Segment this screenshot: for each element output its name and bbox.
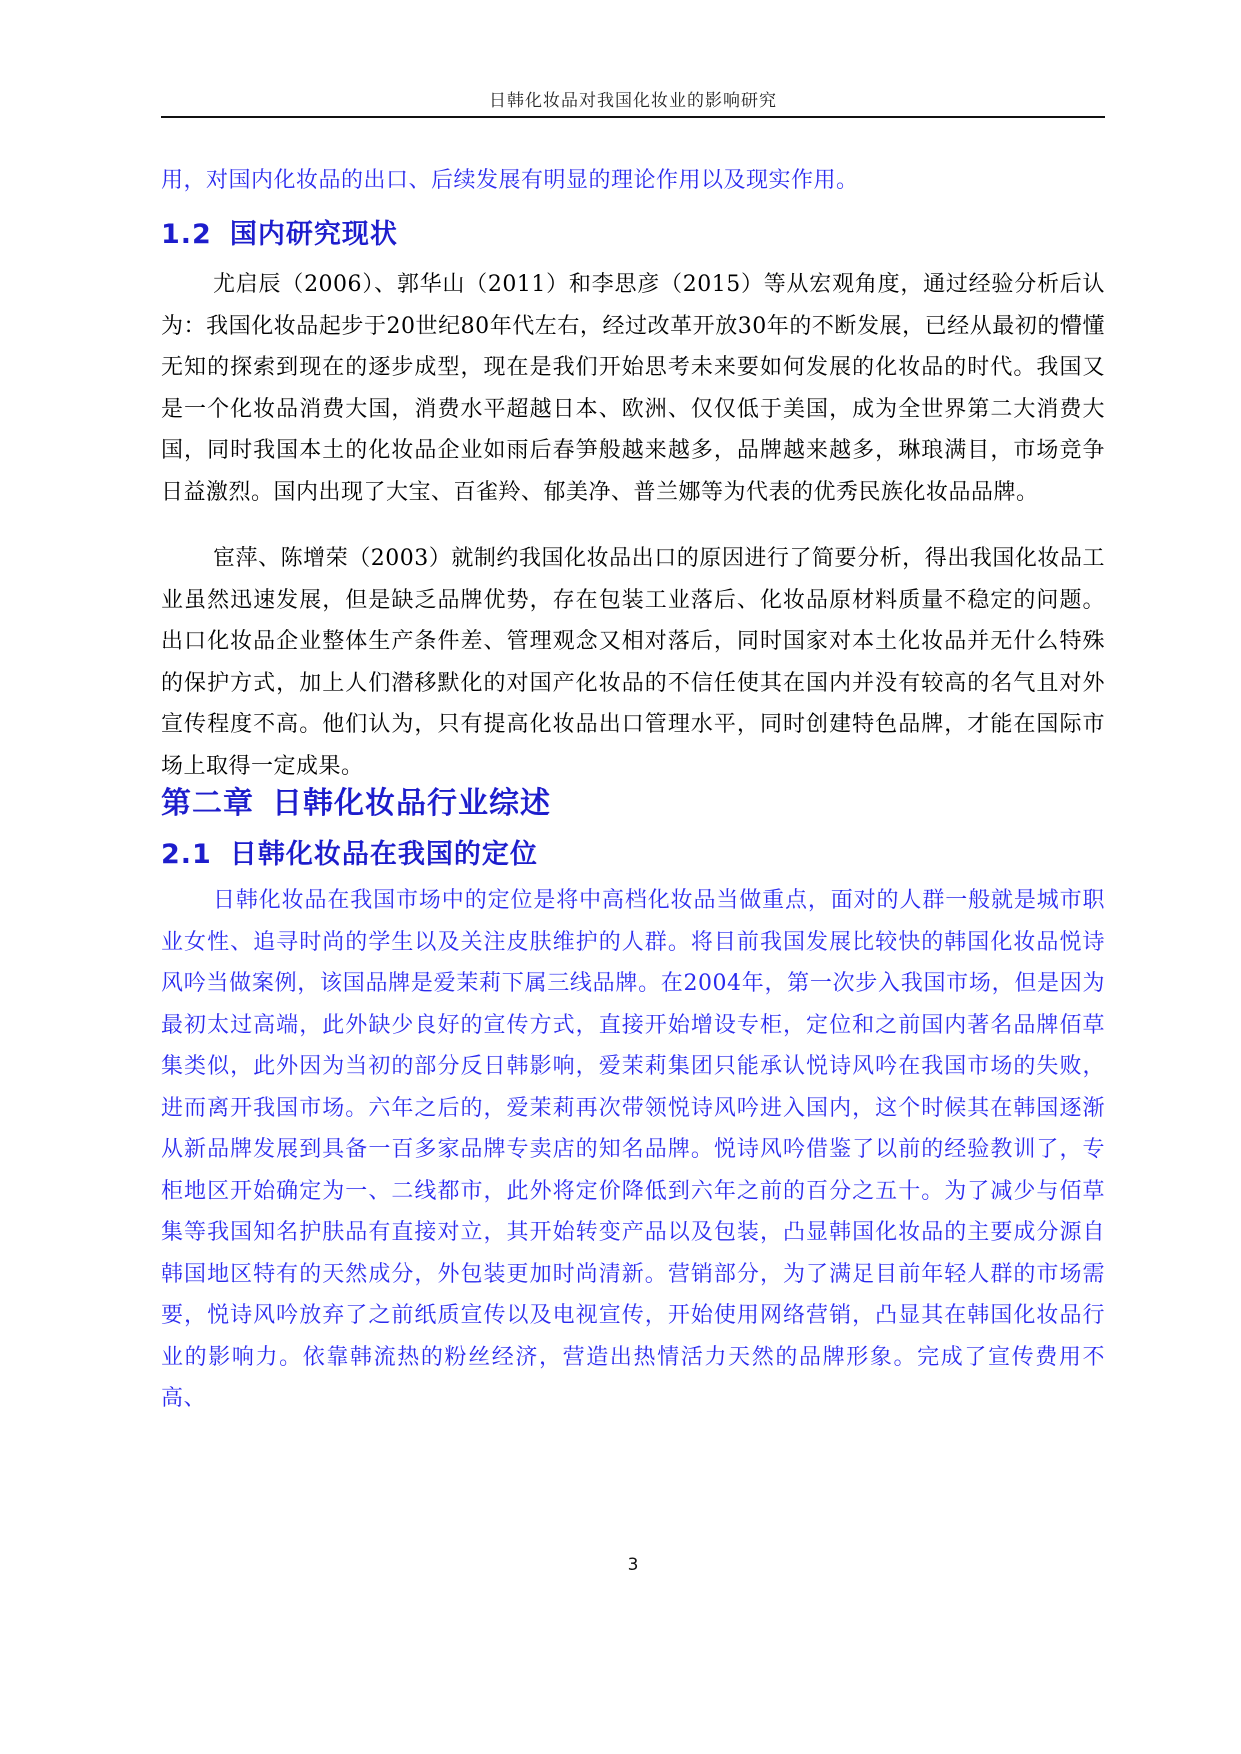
header-divider [161,116,1105,118]
continuation-block [161,160,1105,202]
section-2-1-para [161,880,1105,1420]
section-number: 2.1 [161,839,212,870]
section-1-2-para-1 [161,264,1105,513]
section-title: 国内研究现状 [229,219,398,250]
continuation-paragraph: 用，对国内化妆品的出口、后续发展有明显的理论作用以及现实作用。 [161,168,859,193]
section-1-2-para-2 [161,538,1105,787]
body-paragraph: 宦萍、陈增荣（2003）就制约我国化妆品出口的原因进行了简要分析，得出我国化妆品工业虽然迅速发展，但是缺乏品牌优势，存在包装工业落后、化妆品原材料质量不稳定的问题。出口化妆品企业整体生产条件差、管理观念又相对落后，同时国家对本土化妆品并无什么特殊的保护方式，加上人们潜移默化的对国产化妆品的不信任使其在国内并没有较高的名气且对外宣传程度不高。他们认为，只有提高化妆品出口管理水平，同时创建特色品牌，才能在国际市场上取得一定成果。 [161,546,1105,779]
section-heading [161,212,1105,251]
section-1-2-heading [161,212,1105,251]
body-paragraph: 日韩化妆品在我国市场中的定位是将中高档化妆品当做重点，面对的人群一般就是城市职业女性、追寻时尚的学生以及关注皮肤维护的人群。将目前我国发展比较快的韩国化妆品悦诗风吟当做案例，该国品牌是爱茉莉下属三线品牌。在2004年，第一次步入我国市场，但是因为最初太过高端，此外缺少良好的宣传方式，直接开始增设专柜，定位和之前国内著名品牌佰草集类似，此外因为当初的部分反日韩影响，爱茉莉集团只能承认悦诗风吟在我国市场的失败，进而离开我国市场。六年之后的，爱茉莉再次带领悦诗风吟进入国内，这个时候其在韩国逐渐从新品牌发展到具备一百多家品牌专卖店的知名品牌。悦诗风吟借鉴了以前的经验教训了，专柜地区开始确定为一、二线都市，此外将定价降低到六年之前的百分之五十。为了减少与佰草集等我国知名护肤品有直接对立，其开始转变产品以及包装，凸显韩国化妆品的主要成分源自韩国地区特有的天然成分，外包装更加时尚清新。营销部分，为了满足目前年轻人群的市场需要，悦诗风吟放弃了之前纸质宣传以及电视宣传，开始使用网络营销，凸显其在韩国化妆品行业的影响力。依靠韩流热的粉丝经济，营造出热情活力天然的品牌形象。完成了宣传费用不高、 [161,888,1105,1411]
section-2-1-heading [161,832,1105,871]
page-number: 3 [627,1555,639,1575]
chapter-number: 第二章 [161,786,254,821]
chapter-heading [161,778,1105,822]
section-number: 1.2 [161,219,212,250]
section-heading [161,832,1105,871]
running-header: 日韩化妆品对我国化妆业的影响研究 [489,91,777,111]
section-title: 日韩化妆品在我国的定位 [229,839,538,870]
chapter-title: 日韩化妆品行业综述 [272,786,551,821]
body-paragraph: 尤启辰（2006）、郭华山（2011）和李思彦（2015）等从宏观角度，通过经验分析后认为：我国化妆品起步于20世纪80年代左右，经过改革开放30年的不断发展，已经从最初的懵懂无知的探索到现在的逐步成型，现在是我们开始思考未来要如何发展的化妆品的时代。我国又是一个化妆品消费大国，消费水平超越日本、欧洲、仅仅低于美国，成为全世界第二大消费大国，同时我国本土的化妆品企业如雨后春笋般越来越多，品牌越来越多，琳琅满目，市场竞争日益激烈。国内出现了大宝、百雀羚、郁美净、普兰娜等为代表的优秀民族化妆品品牌。 [161,272,1105,505]
chapter-2-heading [161,778,1105,822]
